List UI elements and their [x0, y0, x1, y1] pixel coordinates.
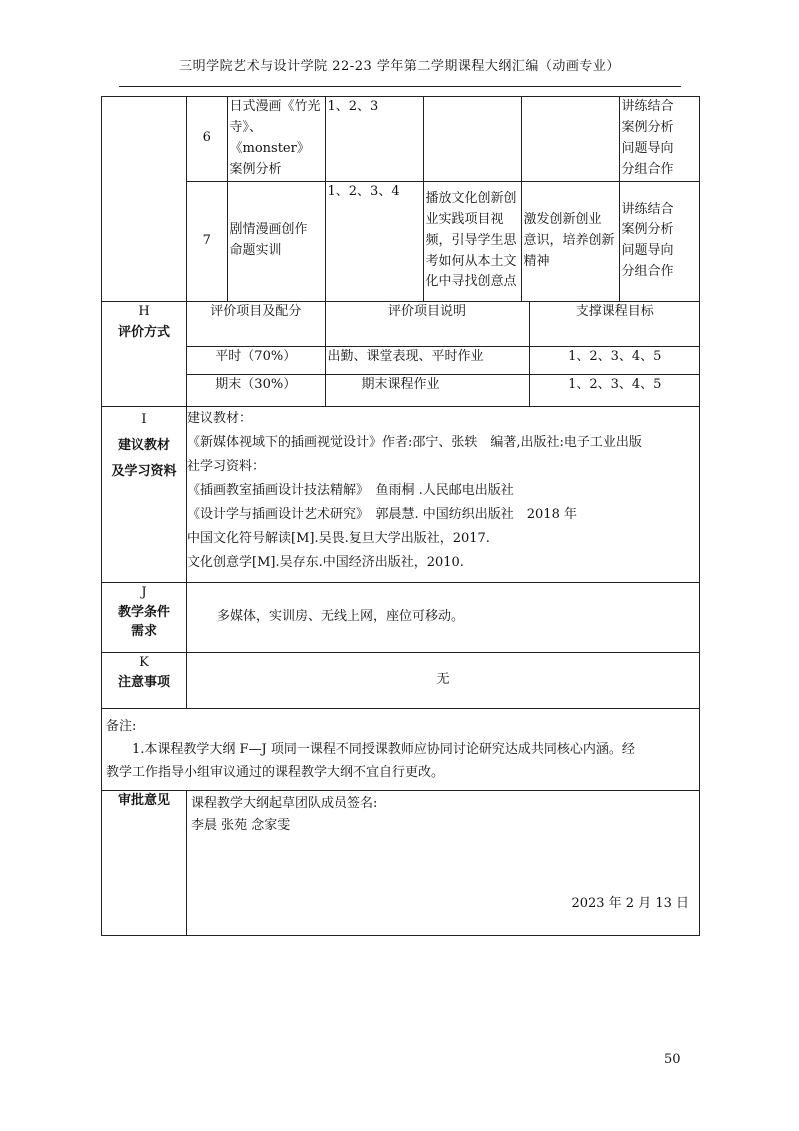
evaluation-item: 期末（30%） [187, 374, 325, 406]
material-line: 《新媒体视域下的插画视觉设计》作者:邵宁、张轶 编著,出版社:电子工业出版 [187, 435, 642, 450]
row-targets: 1、2、3 [325, 97, 423, 181]
evaluation-table [187, 302, 700, 406]
material-line: 文化创意学[M].吴存东.中国经济出版社，2010. [187, 555, 464, 570]
conditions-content: 多媒体，实训房、无线上网，座位可移动。 [187, 583, 700, 653]
content-line: 剧情漫画创作 [229, 222, 308, 238]
row-content [227, 181, 325, 301]
approval-date: 2023 年 2 月 13 日 [571, 896, 689, 911]
schedule-content-cell [187, 97, 700, 302]
remarks-title: 备注: [106, 719, 137, 734]
section-title: 需求 [130, 624, 157, 639]
row-number: 6 [187, 97, 227, 181]
remarks-line: 教学工作指导小组审议通过的课程教学大纲不宜自行更改。 [106, 765, 445, 780]
row-goals [521, 181, 619, 301]
method-line: 分组合作 [621, 161, 674, 177]
content-line: 命题实训 [229, 243, 282, 259]
row-practice [423, 97, 521, 181]
practice-line: 考如何从本土文 [425, 253, 517, 269]
practice-line: 频，引导学生思 [425, 232, 517, 248]
goals-line: 意识，培养创新 [523, 232, 615, 248]
practice-line: 播放文化创新创 [425, 191, 517, 207]
evaluation-header: 支撑课程目标 [529, 302, 700, 346]
evaluation-targets: 1、2、3、4、5 [529, 346, 700, 374]
row-method [619, 181, 700, 301]
section-code: H [138, 304, 150, 319]
evaluation-section [102, 302, 700, 407]
page-number: 50 [664, 1052, 681, 1067]
evaluation-header: 评价项目说明 [325, 302, 529, 346]
section-title: 及学习资料 [111, 464, 177, 479]
materials-content [187, 407, 700, 583]
materials-label [102, 407, 187, 583]
schedule-row-6 [187, 97, 700, 181]
row-goals [521, 97, 619, 181]
row-targets: 1、2、3、4 [325, 181, 423, 301]
evaluation-header: 评价项目及配分 [187, 302, 325, 346]
method-line: 讲练结合 [621, 201, 674, 217]
content-line: 案例分析 [229, 161, 282, 177]
evaluation-row [187, 346, 700, 374]
conditions-section [102, 583, 700, 653]
method-line: 案例分析 [621, 222, 674, 238]
schedule-row-7 [187, 181, 700, 301]
practice-line: 化中寻找创意点 [425, 274, 517, 290]
materials-section [102, 407, 700, 583]
schedule-label-cell [102, 97, 187, 302]
row-method [619, 97, 700, 181]
section-code: I [141, 412, 147, 427]
material-line: 《插画教室插画设计技法精解》 鱼雨桐 .人民邮电出版社 [187, 483, 514, 498]
evaluation-item: 平时（70%） [187, 346, 325, 374]
remarks-content [102, 709, 700, 791]
method-line: 讲练结合 [621, 99, 674, 115]
section-title: 注意事项 [117, 674, 170, 690]
approval-content [187, 791, 700, 936]
section-title: 教学条件 [117, 604, 170, 620]
content-line: 寺》、《monster》 [229, 119, 310, 156]
evaluation-content [187, 302, 700, 407]
section-title: 评价方式 [117, 324, 170, 340]
evaluation-row [187, 374, 700, 406]
approval-section [102, 791, 700, 936]
row-practice [423, 181, 521, 301]
approval-signatures: 李晨 张苑 念家雯 [191, 818, 291, 833]
approval-label: 审批意见 [102, 791, 187, 936]
method-line: 分组合作 [621, 264, 674, 280]
method-line: 案例分析 [621, 119, 674, 135]
evaluation-header-row [187, 302, 700, 346]
evaluation-label [102, 302, 187, 407]
method-line: 问题导向 [621, 243, 674, 259]
section-code: K [139, 655, 149, 670]
section-title: 建议教材 [117, 438, 170, 453]
schedule-section [102, 97, 700, 302]
approval-signature-prompt: 课程教学大纲起草团队成员签名: [191, 796, 378, 811]
remarks-line: 1.本课程教学大纲 F—J 项同一课程不同授课教师应协同讨论研究达成共同核心内涵。经 [106, 742, 635, 757]
remarks-section [102, 709, 700, 791]
document-header: 三明学院艺术与设计学院 22-23 学年第二学期课程大纲汇编（动画专业） [179, 59, 620, 74]
material-line: 建议教材： [187, 411, 253, 426]
notes-content: 无 [187, 653, 700, 709]
notes-label [102, 653, 187, 709]
practice-line: 业实践项目视 [425, 212, 504, 228]
goals-line: 精神 [523, 253, 550, 269]
syllabus-table [101, 96, 700, 936]
section-code: J [141, 585, 147, 600]
evaluation-desc: 期末课程作业 [325, 374, 529, 406]
schedule-table [187, 97, 700, 301]
evaluation-targets: 1、2、3、4、5 [529, 374, 700, 406]
notes-section [102, 653, 700, 709]
material-line: 《设计学与插画设计艺术研究》 郭晨慧. 中国纺织出版社 2018 年 [187, 507, 577, 522]
conditions-label [102, 583, 187, 653]
row-content [227, 97, 325, 181]
goals-line: 激发创新创业 [523, 212, 602, 228]
content-line: 日式漫画《竹光 [229, 99, 321, 115]
evaluation-desc: 出勤、课堂表现、平时作业 [325, 346, 529, 374]
material-line: 社学习资料： [187, 459, 266, 474]
method-line: 问题导向 [621, 140, 674, 156]
row-number: 7 [187, 181, 227, 301]
material-line: 中国文化符号解读[M].吴畏.复旦大学出版社，2017. [187, 531, 490, 546]
header-rule [119, 86, 681, 87]
